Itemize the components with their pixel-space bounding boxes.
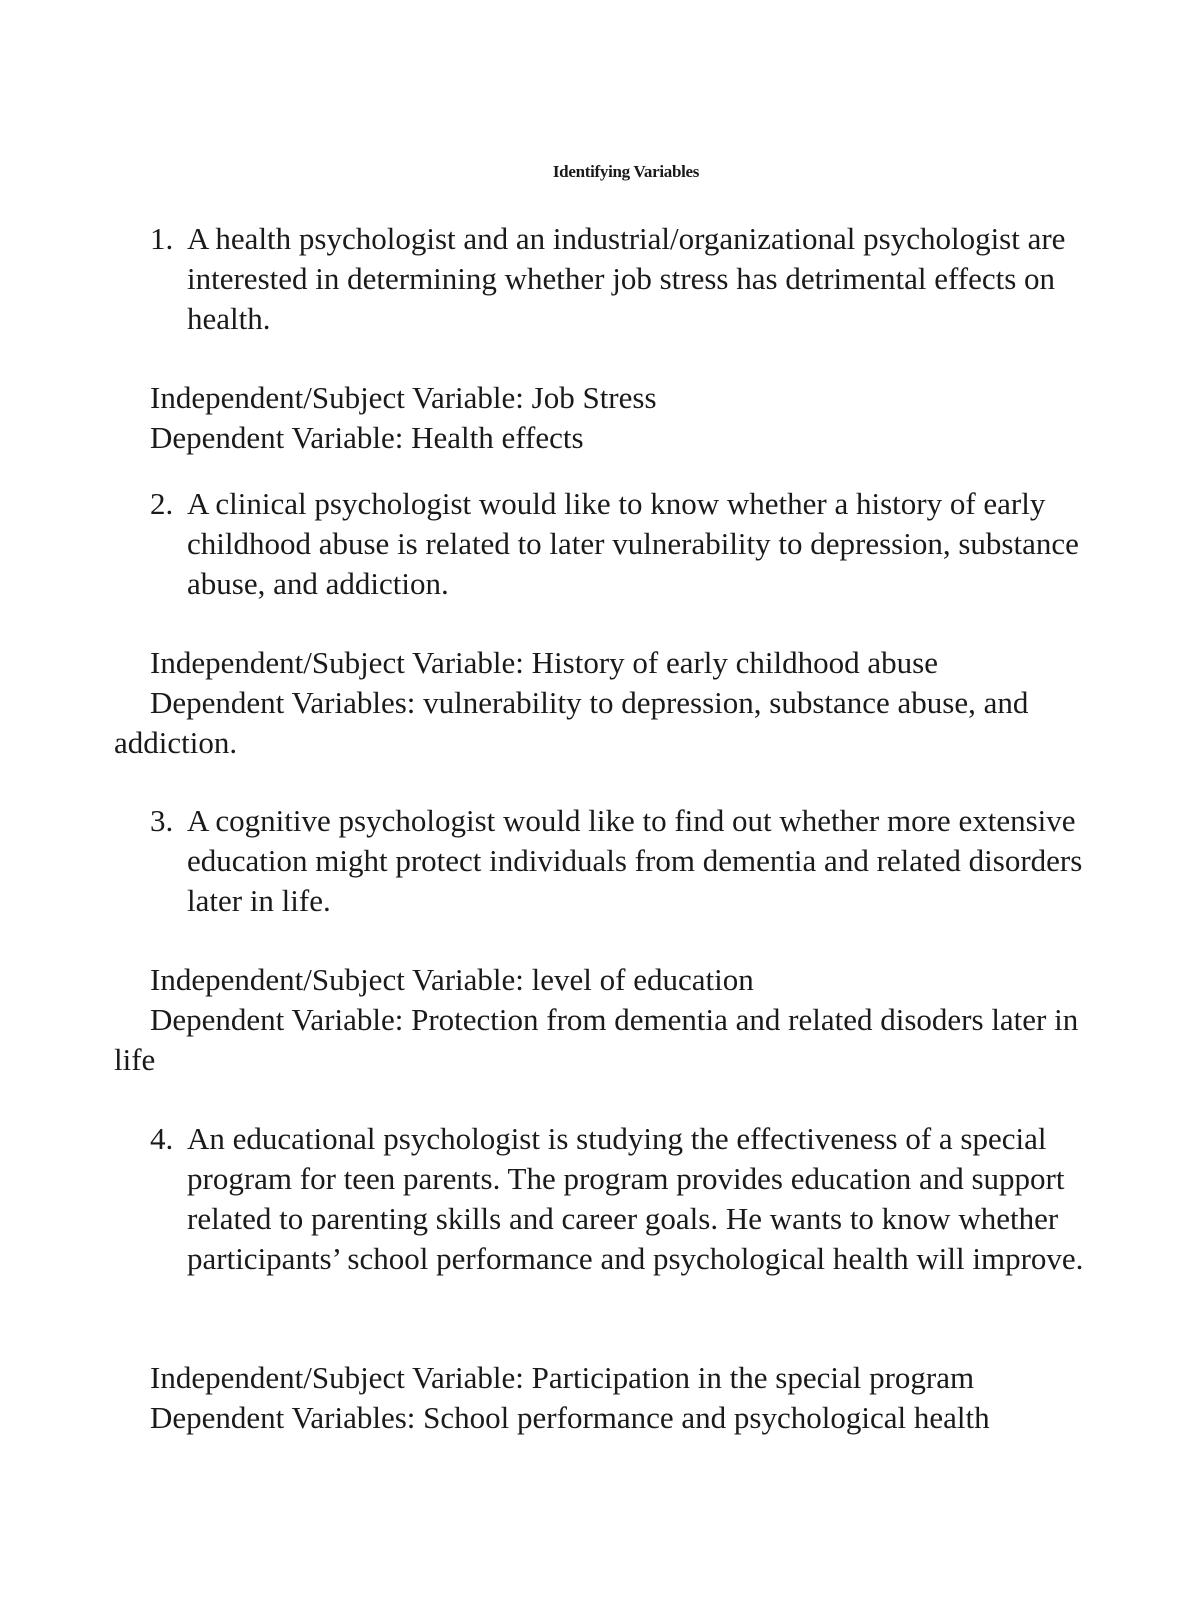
- question-text: An educational psychologist is studying the effectiveness of a special program for teen parents. The program provides education and support related to parenting skills and career goals. He wants to know whether participants’ school performance and psychological health will improve.: [187, 1121, 1084, 1276]
- question-4: [150, 1119, 1140, 1279]
- dependent-variable: Dependent Variables: vulnerability to depression, substance abuse, and addiction.: [114, 685, 1029, 760]
- question-text: A cognitive psychologist would like to find out whether more extensive education might protect individuals from dementia and related disorders later in life.: [187, 803, 1083, 918]
- answer-2: [114, 643, 1114, 763]
- independent-variable: Independent/Subject Variable: Job Stress: [150, 380, 657, 415]
- dependent-variable: Dependent Variable: Health effects: [150, 420, 584, 455]
- answer-1: [114, 378, 1114, 458]
- independent-variable: Independent/Subject Variable: History of early childhood abuse: [150, 645, 938, 680]
- document-title: Identifying Variables: [552, 162, 700, 181]
- question-text: A health psychologist and an industrial/organizational psychologist are interested in determining whether job stress has detrimental effects on health.: [187, 221, 1066, 336]
- independent-variable: Independent/Subject Variable: level of education: [150, 962, 754, 997]
- question-2: [150, 484, 1140, 604]
- dependent-variable: Dependent Variables: School performance and psychological health: [150, 1400, 990, 1435]
- answer-3: [114, 960, 1114, 1080]
- question-number: 3.: [150, 803, 174, 838]
- question-number: 2.: [150, 486, 174, 521]
- question-1: [150, 219, 1140, 339]
- question-number: 4.: [150, 1121, 174, 1156]
- dependent-variable: Dependent Variable: Protection from dementia and related disoders later in life: [114, 1002, 1079, 1077]
- answer-4: [114, 1358, 1114, 1438]
- independent-variable: Independent/Subject Variable: Participation in the special program: [150, 1360, 975, 1395]
- question-number: 1.: [150, 221, 174, 256]
- question-3: [150, 801, 1140, 921]
- question-text: A clinical psychologist would like to know whether a history of early childhood abuse is related to later vulnerability to depression, substance abuse, and addiction.: [187, 486, 1079, 601]
